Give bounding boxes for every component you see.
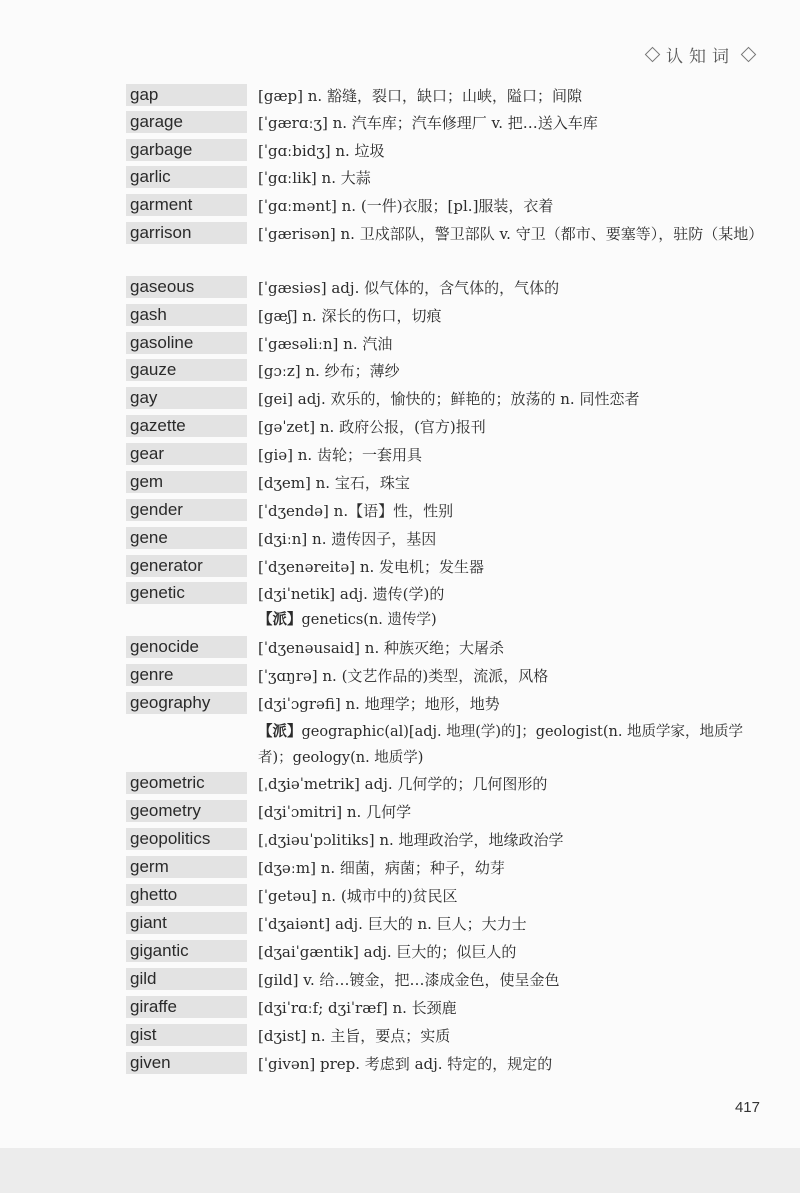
definition: [gəˈzet] n. 政府公报，(官方)报刊 (258, 418, 486, 436)
definition: [ˈgærɑːʒ] n. 汽车库；汽车修理厂 v. 把…送入车库 (258, 114, 598, 132)
headword: geometry (126, 800, 247, 822)
definition: [ˈdʒaiənt] adj. 巨大的 n. 巨人；大力士 (258, 915, 527, 933)
headword: giraffe (126, 996, 247, 1018)
headword: gem (126, 471, 247, 493)
headword: geography (126, 692, 247, 714)
definition: [ˈdʒenəusaid] n. 种族灭绝；大屠杀 (258, 639, 504, 657)
headword: gasoline (126, 332, 247, 354)
definition: [ˈgetəu] n. (城市中的)贫民区 (258, 887, 458, 905)
definition: [dʒiˈrɑːf; dʒiˈræf] n. 长颈鹿 (258, 999, 457, 1017)
section-title: 认知词 (666, 47, 735, 67)
definition: [dʒaiˈgæntik] adj. 巨大的；似巨人的 (258, 943, 517, 961)
definition: [ˈgæsiəs] adj. 似气体的，含气体的，气体的 (258, 279, 560, 297)
definition: [ˈgɑːmənt] n. (一件)衣服；[pl.]服装，衣着 (258, 197, 554, 215)
headword: given (126, 1052, 247, 1074)
definition: [ˈdʒenəreitə] n. 发电机；发生器 (258, 558, 485, 576)
definition: [dʒem] n. 宝石，珠宝 (258, 474, 410, 492)
definition: [ˌdʒiəˈmetrik] adj. 几何学的；几何图形的 (258, 775, 548, 793)
headword: generator (126, 555, 247, 577)
definition: [gæʃ] n. 深长的伤口，切痕 (258, 307, 442, 325)
derivative-tag: 【派】 (258, 723, 302, 740)
definition: [gild] v. 给…镀金，把…漆成金色，使呈金色 (258, 971, 560, 989)
definition: [giə] n. 齿轮；一套用具 (258, 446, 422, 464)
headword: ghetto (126, 884, 247, 906)
definition: [ˈgærisən] n. 卫戍部队，警卫部队 v. 守卫（都市、要塞等），驻防（某地） (258, 225, 764, 243)
headword: genetic (126, 582, 247, 604)
diamond-right-icon (741, 47, 757, 63)
definition: [gɔːz] n. 纱布；薄纱 (258, 362, 400, 380)
derivative-text: geographic(al)[adj. 地理(学)的]；geologist(n. 地质学家，地质学者)；geology(n. 地质学) (258, 724, 744, 766)
headword: gender (126, 499, 247, 521)
derivative-text: genetics(n. 遗传学) (301, 612, 437, 628)
headword: gigantic (126, 940, 247, 962)
headword: geopolitics (126, 828, 247, 850)
definition: [dʒəːm] n. 细菌，病菌；种子，幼芽 (258, 859, 505, 877)
definition: [ˈgivən] prep. 考虑到 adj. 特定的，规定的 (258, 1055, 553, 1073)
definition: [ˈdʒendə] n.【语】性，性别 (258, 502, 454, 520)
headword: garage (126, 111, 247, 133)
derivative-note (258, 719, 768, 771)
headword: gash (126, 304, 247, 326)
headword: geometric (126, 772, 247, 794)
derivative-tag: 【派】 (258, 611, 302, 628)
headword: gap (126, 84, 247, 106)
definition: [dʒist] n. 主旨，要点；实质 (258, 1027, 451, 1045)
headword: germ (126, 856, 247, 878)
headword: garbage (126, 139, 247, 161)
definition: [dʒiˈɔmitri] n. 几何学 (258, 803, 412, 821)
definition: [ˈgɑːbidʒ] n. 垃圾 (258, 142, 385, 160)
diamond-left-icon (645, 47, 661, 63)
definition: [dʒiˈnetik] adj. 遗传(学)的 (258, 585, 445, 603)
headword: gaseous (126, 276, 247, 298)
section-header (639, 42, 762, 67)
derivative-note (258, 607, 768, 633)
definition: [gei] adj. 欢乐的，愉快的；鲜艳的；放荡的 n. 同性恋者 (258, 390, 640, 408)
headword: gear (126, 443, 247, 465)
headword: gay (126, 387, 247, 409)
definition: [ˈgɑːlik] n. 大蒜 (258, 169, 371, 187)
headword: gauze (126, 359, 247, 381)
definition: [ˈʒɑŋrə] n. (文艺作品的)类型，流派，风格 (258, 667, 549, 685)
headword: gene (126, 527, 247, 549)
headword: gist (126, 1024, 247, 1046)
headword: garment (126, 194, 247, 216)
definition: [dʒiːn] n. 遗传因子，基因 (258, 530, 437, 548)
headword: garrison (126, 222, 247, 244)
page-number: 417 (734, 1099, 760, 1116)
headword: gild (126, 968, 247, 990)
headword: genre (126, 664, 247, 686)
definition: [gæp] n. 豁缝，裂口，缺口；山峡，隘口；间隙 (258, 87, 582, 105)
headword: gazette (126, 415, 247, 437)
definition: [dʒiˈɔgrəfi] n. 地理学；地形，地势 (258, 695, 500, 713)
headword: giant (126, 912, 247, 934)
definition: [ˈgæsəliːn] n. 汽油 (258, 335, 393, 353)
headword: genocide (126, 636, 247, 658)
definition: [ˌdʒiəuˈpɔlitiks] n. 地理政治学，地缘政治学 (258, 831, 564, 849)
headword: garlic (126, 166, 247, 188)
